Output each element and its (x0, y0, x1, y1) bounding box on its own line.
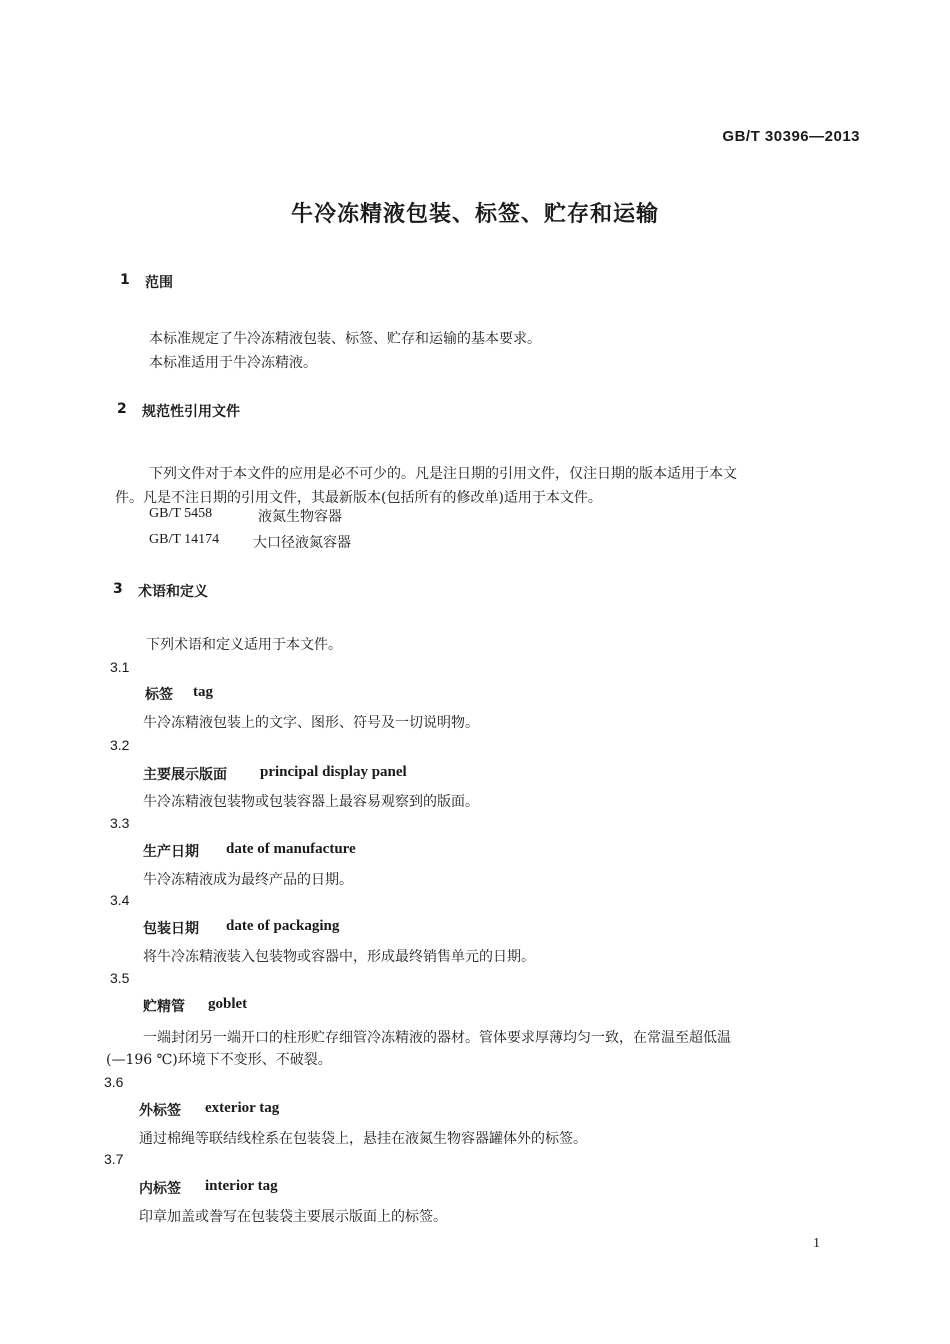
term-number: 3.2 (110, 737, 130, 753)
term-number: 3.5 (110, 970, 130, 986)
term-english: interior tag (205, 1178, 278, 1194)
term-english: date of manufacture (226, 841, 356, 857)
term-definition: 牛冷冻精液成为最终产品的日期。 (143, 872, 353, 888)
section-1-title: 范围 (145, 275, 173, 291)
reference-code: GB/T 14174 (149, 532, 220, 547)
term-chinese: 生产日期 (143, 844, 199, 860)
section-2-intro-line1: 下列文件对于本文件的应用是必不可少的。凡是注日期的引用文件，仅注日期的版本适用于本文 (149, 466, 737, 482)
term-chinese: 主要展示版面 (143, 767, 227, 783)
term-chinese: 内标签 (139, 1181, 181, 1197)
term-definition: 牛冷冻精液包装上的文字、图形、符号及一切说明物。 (143, 715, 479, 731)
term-chinese: 标签 (145, 687, 173, 703)
term-definition: 通过棉绳等联结线栓系在包装袋上，悬挂在液氮生物容器罐体外的标签。 (139, 1131, 587, 1147)
term-number: 3.7 (104, 1151, 124, 1167)
term-english: tag (193, 684, 213, 700)
term-english: exterior tag (205, 1100, 280, 1116)
term-english: goblet (208, 996, 248, 1012)
term-chinese: 贮精管 (143, 999, 185, 1015)
term-definition: 印章加盖或誊写在包装袋主要展示版面上的标签。 (139, 1209, 447, 1225)
section-3-number: 3 (113, 581, 123, 597)
section-2-intro-line2: 件。凡是不注日期的引用文件，其最新版本(包括所有的修改单)适用于本文件。 (115, 490, 602, 506)
term-number: 3.3 (110, 815, 130, 831)
section-1-paragraph: 本标准规定了牛冷冻精液包装、标签、贮存和运输的基本要求。 (149, 331, 541, 347)
term-definition: (—196 ℃)环境下不变形、不破裂。 (106, 1052, 332, 1068)
section-2-title: 规范性引用文件 (142, 404, 240, 420)
reference-name: 液氮生物容器 (258, 509, 342, 525)
section-1-number: 1 (120, 272, 130, 288)
term-number: 3.4 (110, 892, 130, 908)
term-chinese: 包装日期 (143, 921, 199, 937)
term-chinese: 外标签 (139, 1103, 181, 1119)
section-3-title: 术语和定义 (138, 584, 208, 600)
standard-code: GB/T 30396—2013 (722, 128, 860, 145)
reference-code: GB/T 5458 (149, 506, 213, 521)
reference-name: 大口径液氮容器 (253, 535, 351, 551)
term-english: date of packaging (226, 918, 340, 934)
section-2-number: 2 (117, 401, 127, 417)
page-number: 1 (813, 1236, 820, 1251)
section-3-intro: 下列术语和定义适用于本文件。 (146, 637, 342, 653)
term-number: 3.6 (104, 1074, 124, 1090)
term-definition: 将牛冷冻精液装入包装物或容器中，形成最终销售单元的日期。 (143, 949, 535, 965)
term-definition: 牛冷冻精液包装物或包装容器上最容易观察到的版面。 (143, 794, 479, 810)
term-number: 3.1 (110, 659, 130, 675)
section-1-paragraph: 本标准适用于牛冷冻精液。 (149, 355, 317, 371)
term-definition: 一端封闭另一端开口的柱形贮存细管冷冻精液的器材。管体要求厚薄均匀一致，在常温至超低温 (143, 1030, 731, 1046)
document-title: 牛冷冻精液包装、标签、贮存和运输 (290, 202, 659, 227)
term-english: principal display panel (260, 764, 407, 780)
